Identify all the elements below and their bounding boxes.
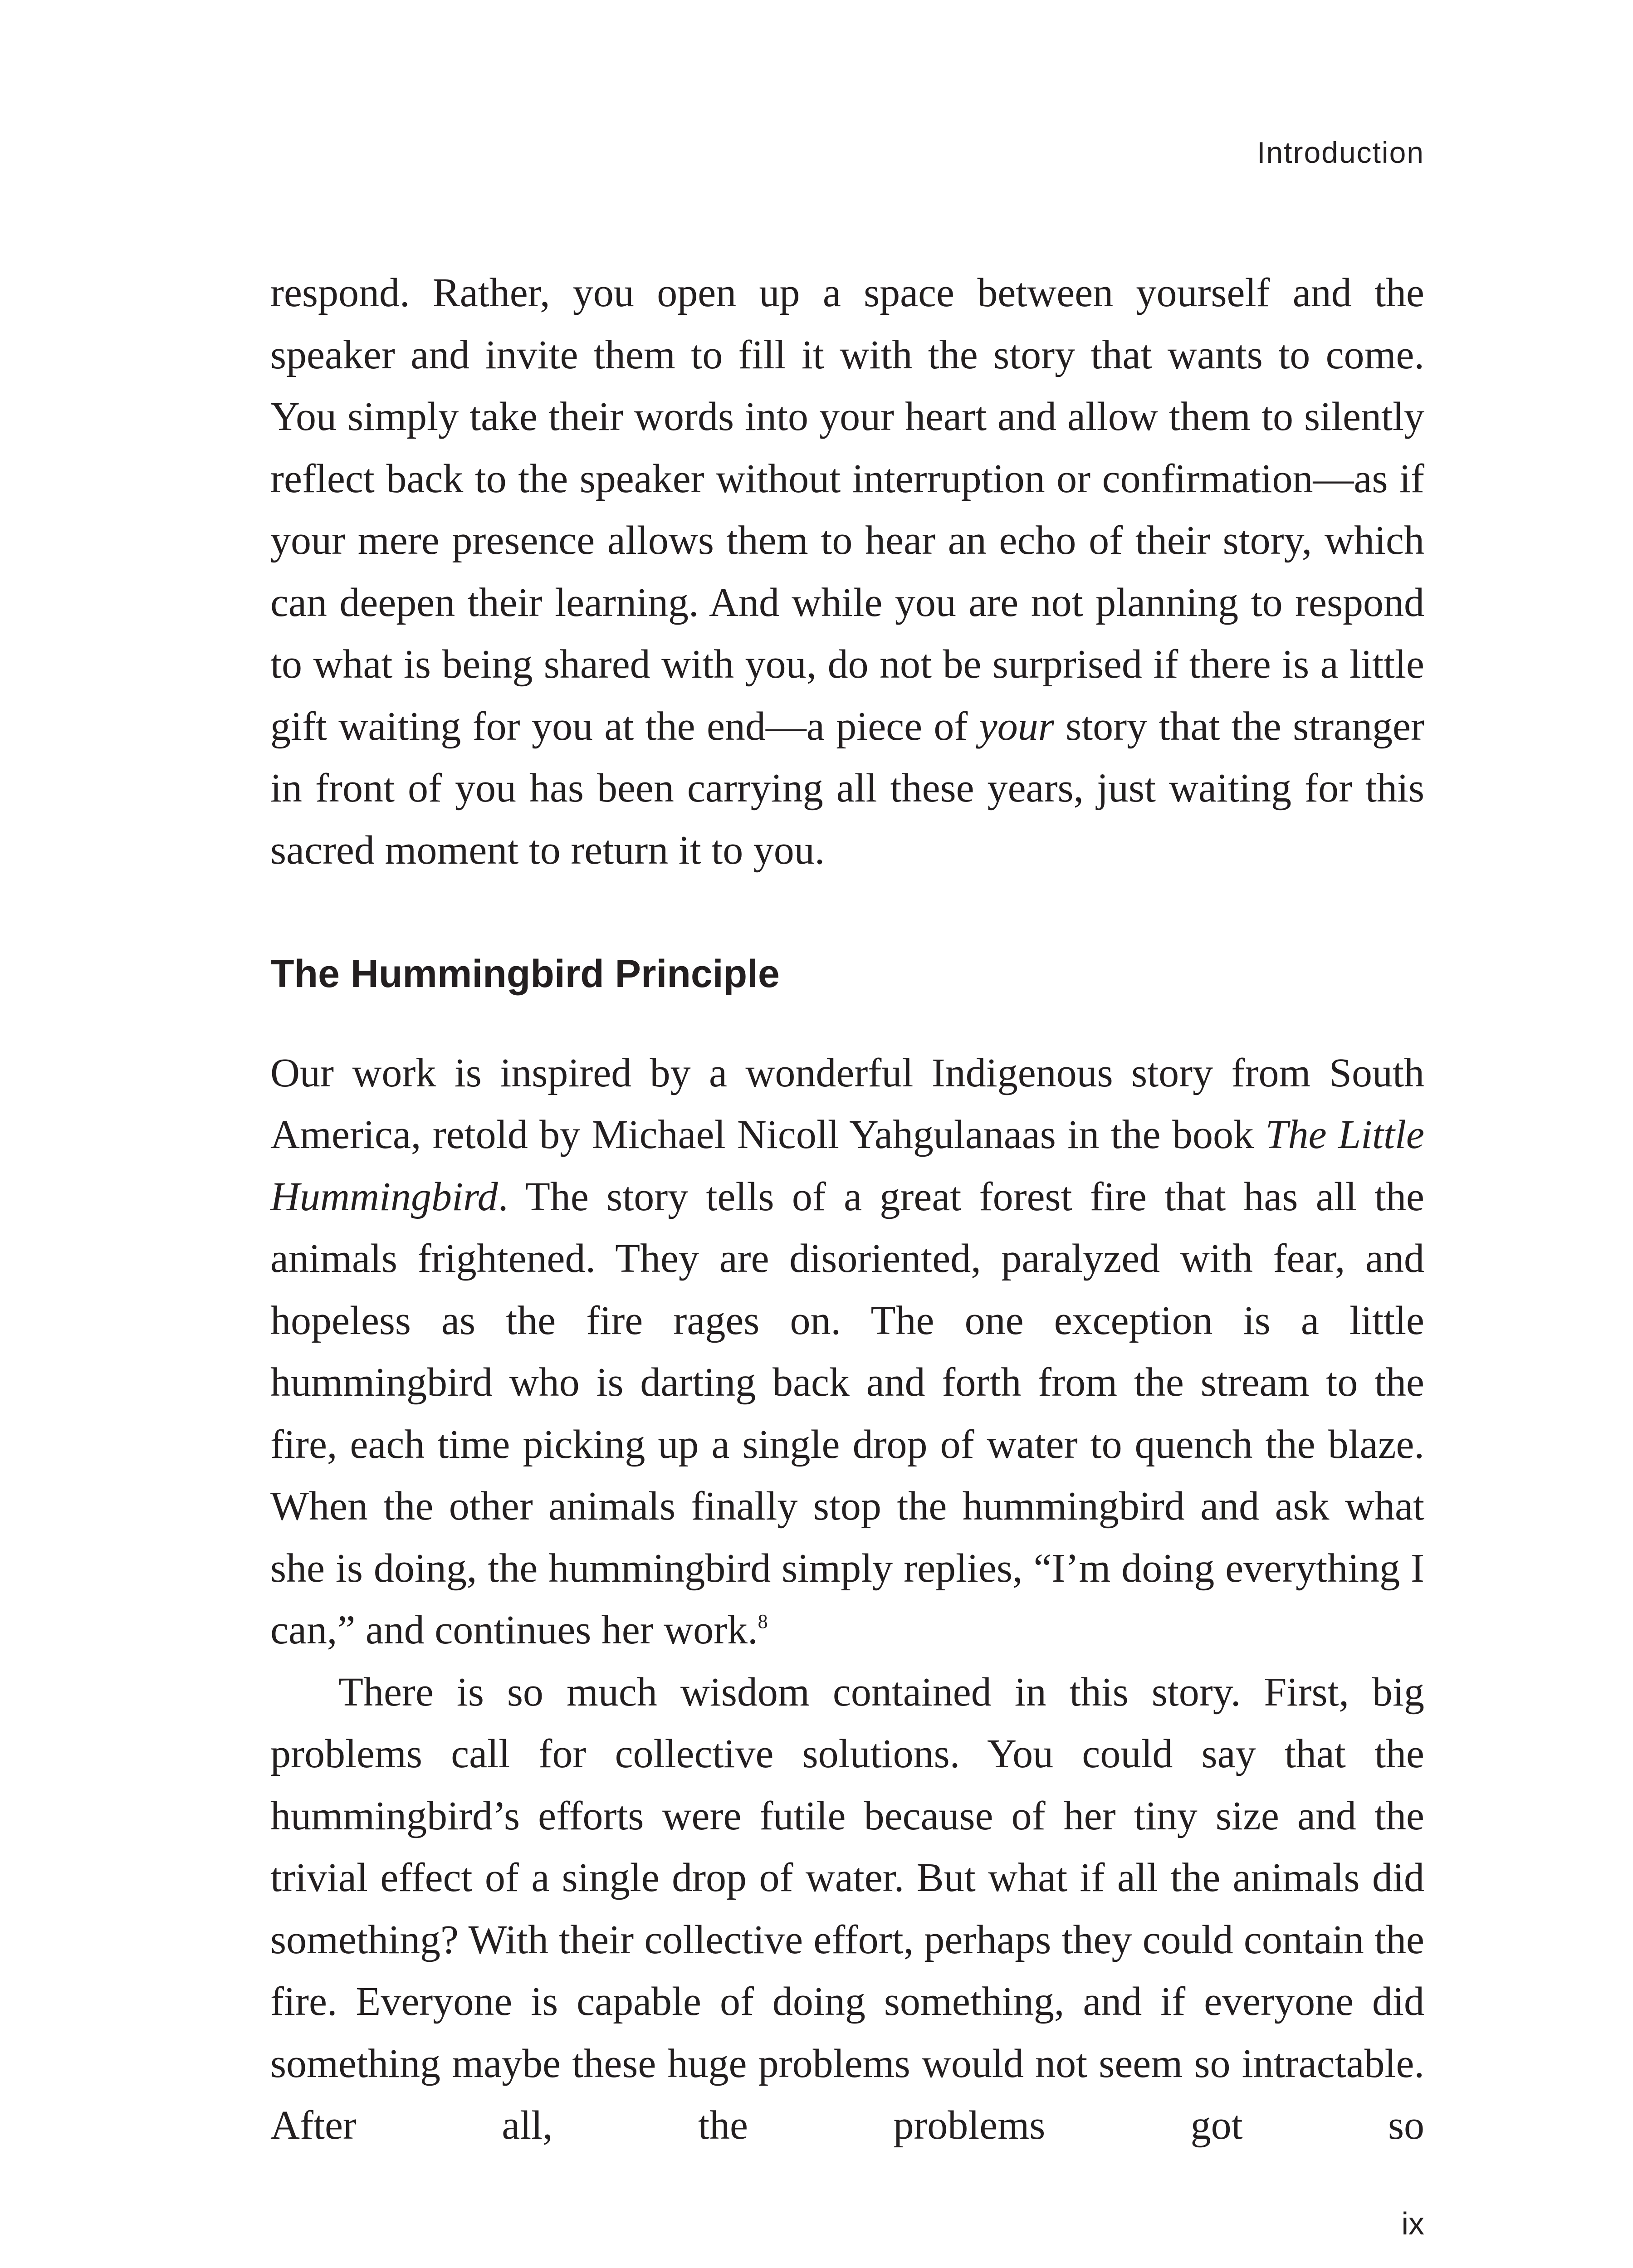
continued-paragraph-text-2: story that the stranger in front of you has been carrying all these years, just waiting for this sacred moment to return it to you. [270,704,1424,873]
section-heading: The Hummingbird Principle [270,952,780,996]
book-title: The Little Hummingbird [270,1112,1424,1219]
paragraph-hummingbird-story [270,1042,1424,1662]
footnote-marker: 8 [758,1610,768,1633]
paragraph-1-text-1: Our work is inspired by a wonderful Indigenous story from South America, retold by Michael Nicoll Yahgulanaas in the book [270,1050,1424,1157]
emphasis-your: your [979,704,1054,749]
paragraph-1-text-2: . The story tells of a great forest fire that has all the animals frightened. They are disoriented, paralyzed with fear, and hopeless as the fire rages on. The one exception is a little hummingbird who is darting back and forth from the stream to the fire, each time picking up a single drop of water to quench the blaze. When the other animals finally stop the hummingbird and ask what she is doing, the hummingbird simply replies, “I’m doing everything I can,” and continues her work. [270,1174,1424,1652]
continued-paragraph-text-1: respond. Rather, you open up a space between yourself and the speaker and invite them to fill it with the story that wants to come. You simply take their words into your heart and allow them to silently reflect back to the speaker without interruption or confirmation—as if your mere presence allows them to hear an echo of their story, which can deepen their learning. And while you are not planning to respond to what is being shared with you, do not be surprised if there is a little gift waiting for you at the end—a piece of [270,270,1424,749]
running-head: Introduction [1257,136,1424,169]
continued-paragraph [270,262,1424,881]
body-text [270,262,1424,2157]
paragraph-wisdom: There is so much wisdom contained in this story. First, big problems call for collective solutions. You could say that the hummingbird’s efforts were futile because of her tiny size and the trivial effect of a single drop of water. But what if all the animals did something? With their collective effort, perhaps they could contain the fire. Everyone is capable of doing something, and if everyone did something maybe these huge problems would not seem so intractable. After all, the problems got so [270,1669,1424,2148]
page-number: ix [1401,2206,1424,2241]
